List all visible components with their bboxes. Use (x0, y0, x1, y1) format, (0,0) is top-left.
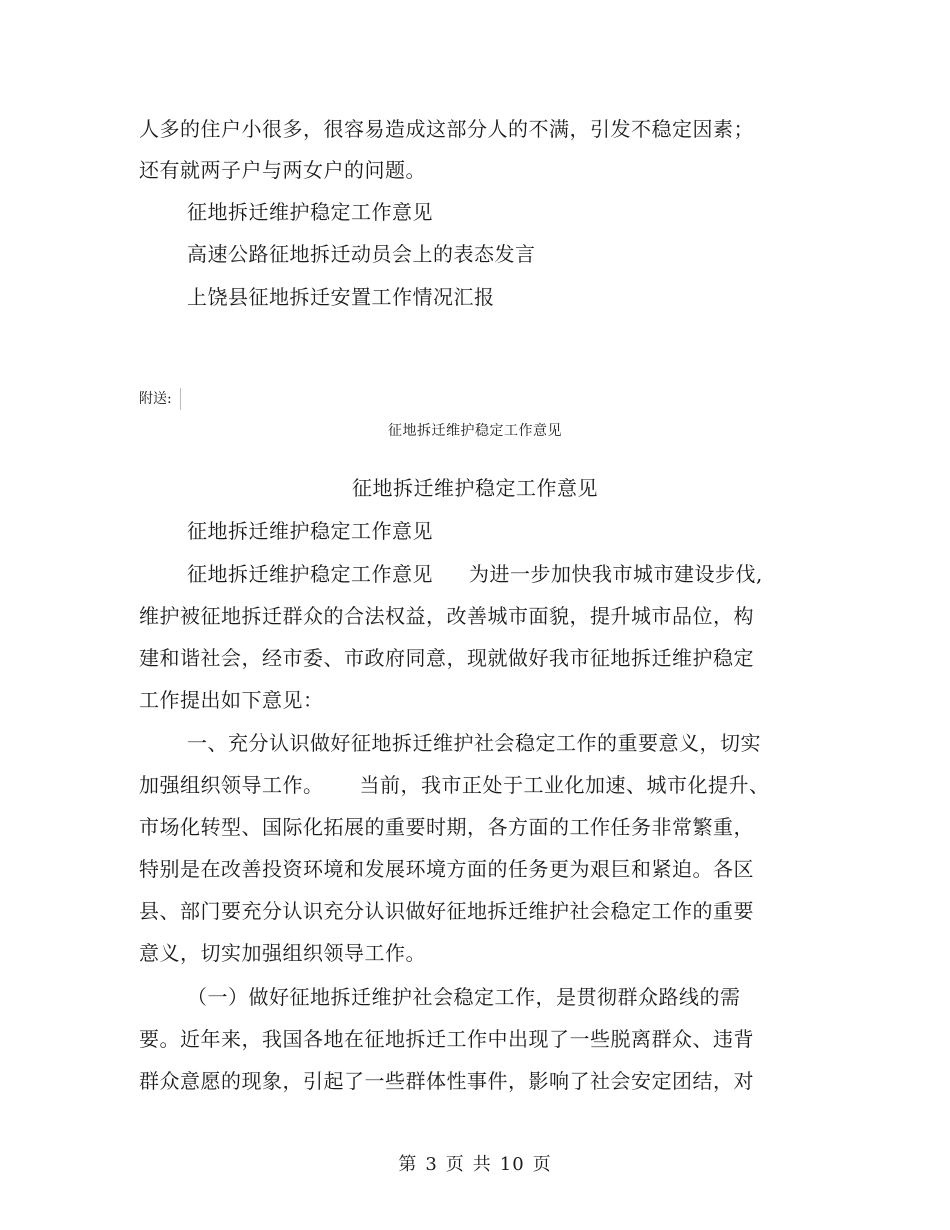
section1-second-line (139, 772, 770, 798)
related-link-3[interactable]: 上饶县征地拆迁安置工作情况汇报 (187, 285, 495, 309)
body-line: 维护被征地拆迁群众的合法权益，改善城市面貌，提升城市品位，构 (139, 604, 754, 628)
intro-lead: 征地拆迁维护稳定工作意见 (187, 562, 433, 586)
body-line: 人多的住户小很多，很容易造成这部分人的不满，引发不稳定因素； (139, 117, 754, 141)
related-link-1[interactable]: 征地拆迁维护稳定工作意见 (187, 200, 433, 224)
intro-first-line (187, 561, 763, 587)
page-footer (0, 1150, 950, 1176)
section1-second-rest: 当前，我市正处于工业化加速、城市化提升、 (359, 773, 770, 797)
footer-suffix: 页 (532, 1154, 552, 1175)
section1-lead: 加强组织领导工作。 (139, 773, 324, 797)
small-heading: 征地拆迁维护稳定工作意见 (388, 423, 562, 439)
attachment-label-box (139, 388, 181, 410)
body-line: 县、部门要充分认识充分认识做好征地拆迁维护社会稳定工作的重要 (139, 899, 754, 923)
footer-total-pages: 10 (499, 1154, 525, 1175)
body-line: 要。近年来，我国各地在征地拆迁工作中出现了一些脱离群众、违背 (139, 1027, 754, 1051)
subtitle: 征地拆迁维护稳定工作意见 (187, 519, 433, 543)
footer-prefix: 第 (398, 1154, 418, 1175)
footer-total-word: 共 (472, 1154, 492, 1175)
section1-heading: 一、充分认识做好征地拆迁维护社会稳定工作的重要意义，切实 (187, 731, 761, 755)
footer-current-page: 3 (425, 1154, 438, 1175)
body-line: 意义，切实加强组织领导工作。 (139, 941, 426, 965)
body-line: 市场化转型、国际化拓展的重要时期，各方面的工作任务非常繁重， (139, 815, 754, 839)
body-line: 特别是在改善投资环境和发展环境方面的任务更为艰巨和紧迫。各区 (139, 857, 754, 881)
attachment-label: 附送: (139, 391, 172, 407)
body-line: 工作提出如下意见： (139, 688, 324, 712)
body-line: 群众意愿的现象，引起了一些群体性事件，影响了社会安定团结，对 (139, 1069, 754, 1093)
section1-1-heading: （一）做好征地拆迁维护社会稳定工作，是贯彻群众路线的需 (187, 985, 741, 1009)
intro-first-line-rest: 为进一步加快我市城市建设步伐, (469, 562, 763, 586)
main-title: 征地拆迁维护稳定工作意见 (352, 476, 598, 500)
body-line: 建和谐社会，经市委、市政府同意，现就做好我市征地拆迁维护稳定 (139, 646, 754, 670)
related-link-2[interactable]: 高速公路征地拆迁动员会上的表态发言 (187, 242, 536, 266)
body-line: 还有就两子户与两女户的问题。 (139, 158, 426, 182)
footer-page-word: 页 (445, 1154, 465, 1175)
